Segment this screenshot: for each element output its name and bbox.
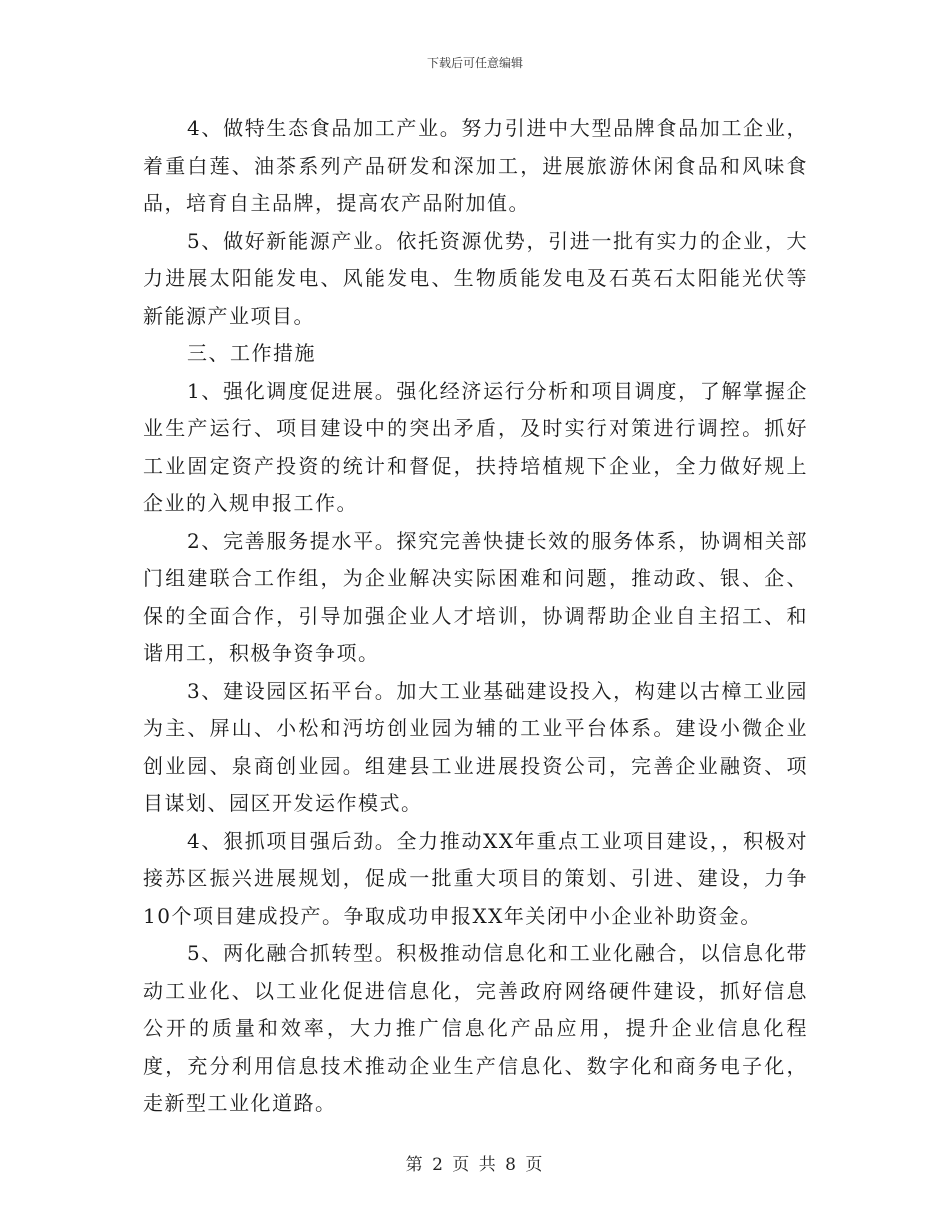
paragraph-measure-5: 5、两化融合抓转型。积极推动信息化和工业化融合，以信息化带动工业化、以工业化促进信息化，完善政府网络硬件建设，抓好信息公开的质量和效率，大力推广信息化产品应用，提升企业信息化程度，充分利用信息技术推动企业生产信息化、数字化和商务电子化，走新型工业化道路。 (143, 941, 808, 1115)
paragraph-measure-3: 3、建设园区拓平台。加大工业基础建设投入，构建以古樟工业园为主、屏山、小松和沔坊创业园为辅的工业平台体系。建设小微企业创业园、泉商创业园。组建县工业进展投资公司，完善企业融资、项目谋划、园区开发运作模式。 (143, 678, 808, 815)
section-heading-work-measures: 三、工作措施 (187, 341, 316, 365)
page-header-note: 下载后可任意编辑 (426, 56, 523, 70)
page-number-footer: 第 2 页 共 8 页 (405, 1155, 545, 1175)
paragraph-measure-4: 4、狠抓项目强后劲。全力推动XX年重点工业项目建设，，积极对接苏区振兴进展规划，促成一批重大项目的策划、引进、建设，力争10个项目建成投产。争取成功申报XX年关闭中小企业补助资金。 (143, 828, 808, 928)
document-body (143, 110, 808, 1123)
paragraph-measure-2: 2、完善服务提水平。探究完善快捷长效的服务体系，协调相关部门组建联合工作组，为企业解决实际困难和问题，推动政、银、企、保的全面合作，引导加强企业人才培训，协调帮助企业自主招工、和谐用工，积极争资争项。 (143, 528, 808, 665)
paragraph-new-energy: 5、做好新能源产业。依托资源优势，引进一批有实力的企业，大力进展太阳能发电、风能发电、生物质能发电及石英石太阳能光伏等新能源产业项目。 (143, 228, 808, 328)
paragraph-measure-1: 1、强化调度促进展。强化经济运行分析和项目调度，了解掌握企业生产运行、项目建设中的突出矛盾，及时实行对策进行调控。抓好工业固定资产投资的统计和督促，扶持培植规下企业，全力做好规上企业的入规申报工作。 (143, 378, 808, 515)
paragraph-food-processing: 4、做特生态食品加工产业。努力引进中大型品牌食品加工企业，着重白莲、油茶系列产品研发和深加工，进展旅游休闲食品和风味食品，培育自主品牌，提高农产品附加值。 (143, 116, 808, 215)
